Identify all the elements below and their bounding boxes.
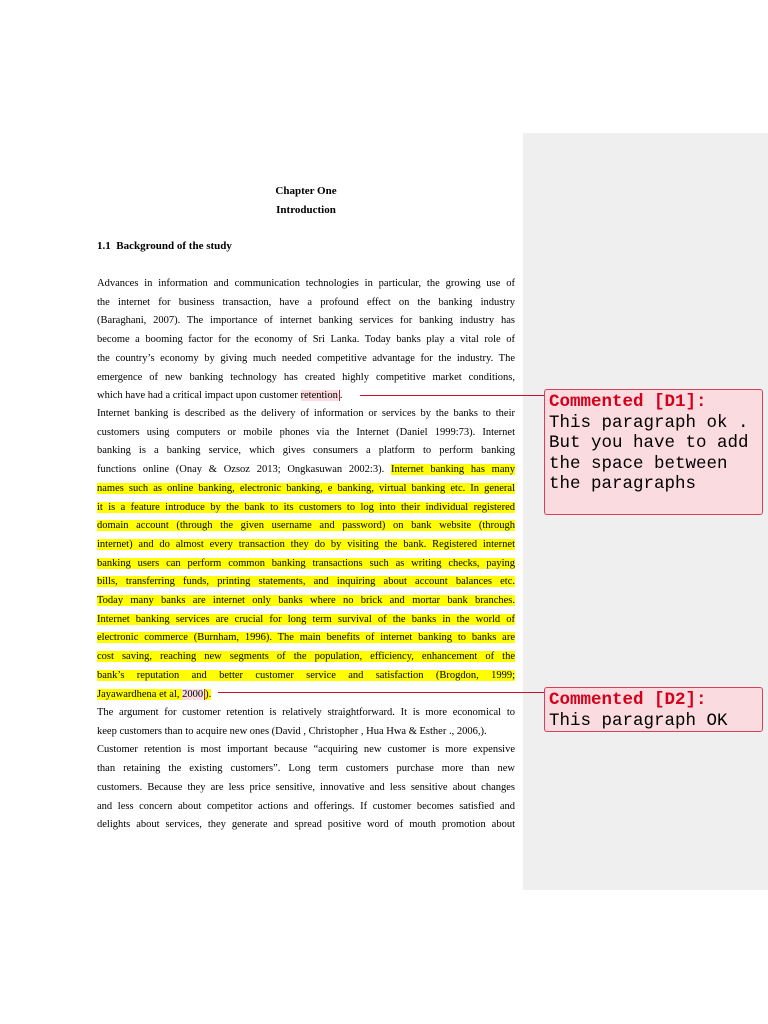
text-line	[97, 462, 515, 477]
text-line	[97, 724, 515, 739]
comment-body: This paragraph OK	[549, 710, 728, 731]
text-run: Advances in information and communication technologies in particular, the growing use of	[97, 278, 515, 289]
text-line	[97, 406, 515, 421]
text-line	[97, 537, 515, 552]
text-run: customers using computers or mobile phones via the Internet (Daniel 1999:73). Internet	[97, 426, 515, 438]
comment-balloon-d1[interactable]	[544, 389, 763, 515]
text-line	[97, 276, 515, 291]
text-line	[97, 443, 515, 458]
text-run: than retaining the existing customers”. Long term customers purchase more than new	[97, 763, 515, 775]
text-line	[97, 574, 515, 589]
highlighted-text: domain account (through the given username and password) on bank website (through	[97, 520, 515, 532]
text-line	[97, 556, 515, 571]
text-line	[97, 630, 515, 645]
comment-anchor: retention	[300, 390, 338, 402]
text-line	[97, 332, 515, 347]
highlighted-text: bank’s reputation and better customer service and satisfaction (Brogdon, 1999;	[97, 669, 515, 681]
highlighted-text: Internet banking has many	[390, 464, 515, 476]
text-run: and less concern about competitor actions and offerings. If customer becomes satisfied and	[97, 800, 515, 812]
text-line	[97, 742, 515, 757]
text-run: delights about services, they generate and spread positive word of mouth promotion about	[97, 819, 515, 831]
text-line	[97, 295, 515, 310]
comment-balloon-d2[interactable]	[544, 687, 763, 732]
text-run: The argument for customer retention is relatively straightforward. It is more economical to	[97, 707, 515, 718]
highlighted-text: electronic commerce (Burnham, 1996). The main benefits of internet banking to banks are	[97, 632, 515, 644]
text-run: banking is a banking service, which gives consumers a platform to perform banking	[97, 445, 515, 457]
comment-2-leader-line	[218, 692, 544, 693]
text-line	[97, 518, 515, 533]
highlighted-text: bills, transferring funds, printing statements, and inquiring about account balances etc.	[97, 576, 515, 588]
text-line	[97, 370, 515, 385]
comment-anchor: 2000	[182, 688, 204, 700]
text-line	[97, 705, 515, 720]
highlighted-text: Internet banking services are crucial for long term survival of the banks in the world of	[97, 613, 515, 625]
text-line	[97, 313, 515, 328]
text-line	[97, 799, 515, 814]
comment-1-leader-line	[360, 395, 544, 396]
text-line	[97, 817, 515, 832]
comment-title: Commented [D1]:	[549, 392, 707, 412]
text-line	[97, 351, 515, 366]
text-line	[97, 780, 515, 795]
text-line	[97, 500, 515, 515]
text-run: which have had a critical impact upon customer	[97, 390, 301, 402]
text-line	[97, 649, 515, 664]
section-heading: 1.1 Background of the study	[97, 240, 232, 252]
text-run: (Baraghani, 2007). The importance of internet banking services for banking industry has	[97, 315, 515, 327]
text-run: functions online (Onay & Ozsoz 2013; Ongkasuwan 2002:3).	[97, 464, 391, 476]
comment-body: This paragraph ok . But you have to add the space between the paragraphs	[549, 412, 749, 494]
highlighted-text: internet) and do almost every transaction they do by visiting the bank. Registered internet	[97, 538, 515, 550]
text-run: .	[339, 390, 343, 402]
text-line	[97, 668, 515, 683]
highlighted-text: Today many banks are internet only banks where no brick and mortar bank branches.	[97, 595, 515, 606]
highlighted-text: Jayawardhena et al,	[97, 688, 183, 700]
highlighted-text: names such as online banking, electronic banking, e banking, virtual banking etc. In general	[97, 482, 515, 494]
text-run: the internet for business transaction, have a profound effect on the banking industry	[97, 296, 515, 308]
text-run: Internet banking is described as the delivery of information or services by the banks to their	[97, 408, 515, 419]
text-line	[97, 481, 515, 496]
chapter-subtitle: Introduction	[276, 204, 336, 216]
text-run: become a booming factor for the economy of Sri Lanka. Today banks play a vital role of	[97, 334, 515, 346]
chapter-title: Chapter One	[275, 185, 337, 197]
highlighted-text: it is a feature introduce by the bank to its customers to log into their individual registered	[97, 501, 515, 513]
text-run: the country’s economy by giving much needed competitive advantage for the industry. The	[97, 352, 515, 364]
comment-title: Commented [D2]:	[549, 690, 707, 710]
text-run: customers. Because they are less price sensitive, innovative and less sensitive about changes	[97, 781, 515, 793]
text-run: Customer retention is most important because “acquiring new customer is more expensive	[97, 744, 515, 756]
text-line	[97, 761, 515, 776]
highlighted-text: banking users can perform common banking transactions such as writing checks, paying	[97, 557, 515, 569]
highlighted-text: ).	[205, 688, 212, 700]
text-run: emergence of new banking technology has created highly competitive market conditions,	[97, 371, 515, 383]
text-line	[97, 593, 515, 608]
text-run: keep customers than to acquire new ones (David , Christopher , Hua Hwa & Esther ., 2006,).	[97, 725, 487, 737]
text-line	[97, 425, 515, 440]
text-line	[97, 687, 515, 702]
text-line	[97, 612, 515, 627]
highlighted-text: cost saving, reaching new segments of the population, efficiency, enhancement of the	[97, 651, 515, 663]
